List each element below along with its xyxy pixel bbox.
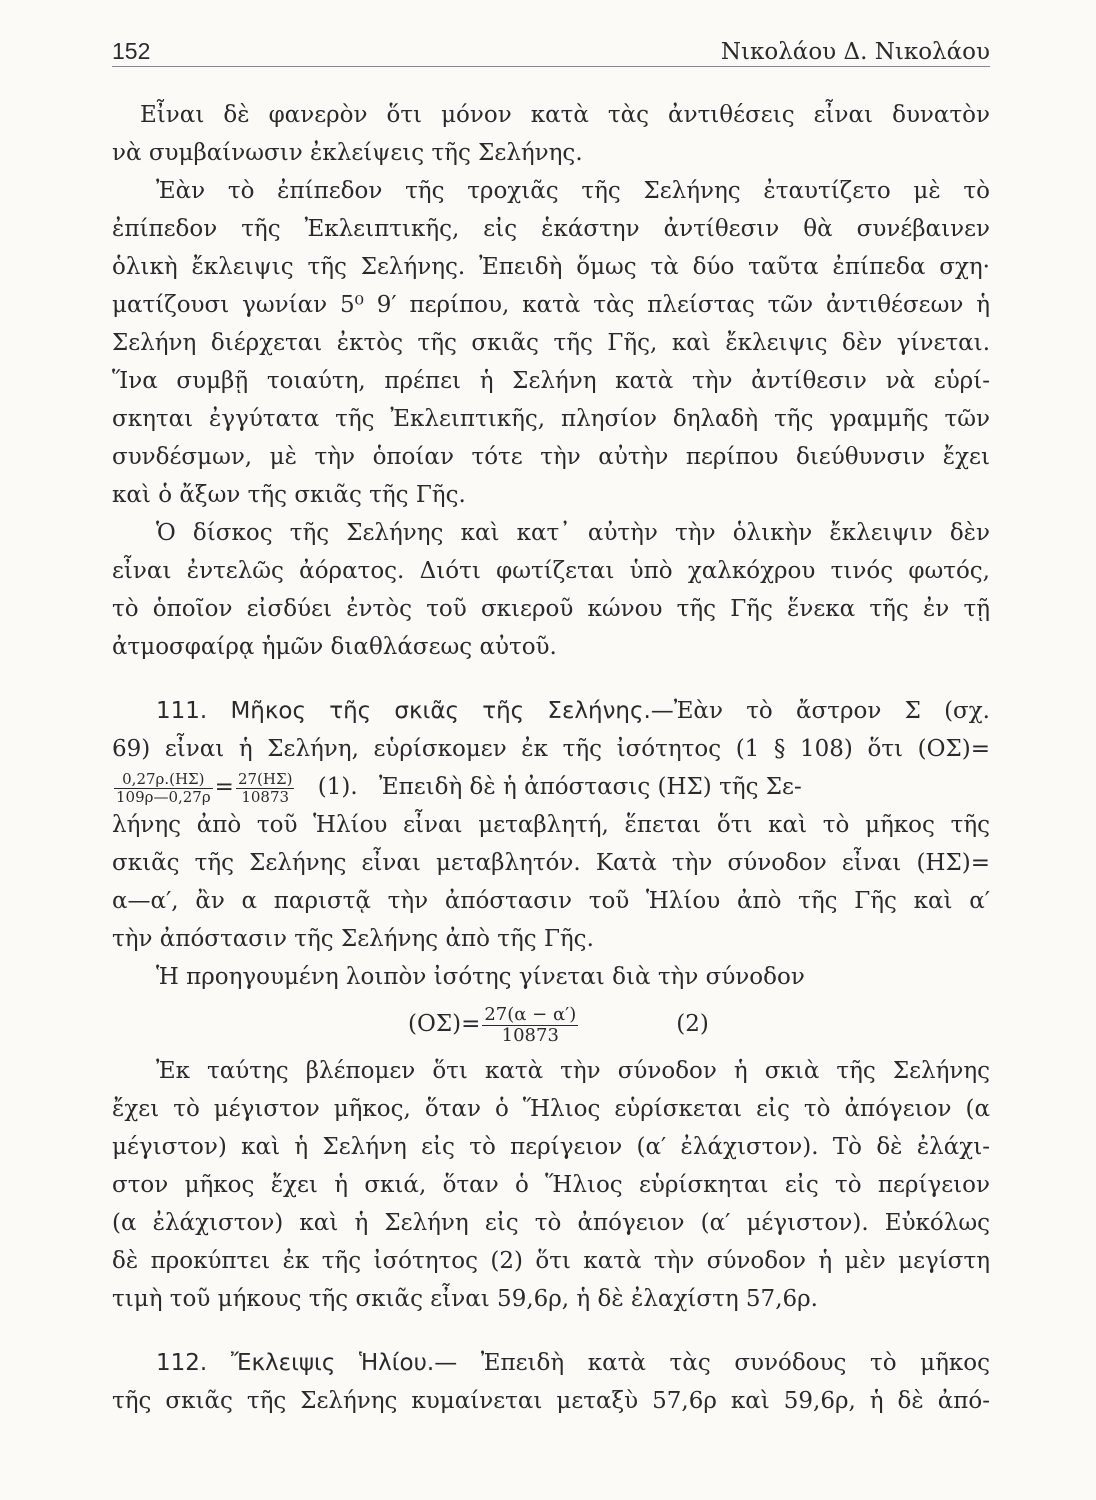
equation-2-lhs: (ΟΣ)= bbox=[408, 1011, 481, 1037]
fraction-1-denominator: 109ρ—0,27ρ bbox=[116, 787, 211, 806]
text-line: Ἐκ ταύτης βλέπομεν ὅτι κατὰ τὴν σύνοδον ἡ σκιὰ τῆς Σελήνης bbox=[156, 1058, 990, 1084]
text-line: Ἡ προηγουμένη λοιπὸν ἰσότης γίνεται διὰ τὴν σύνοδον bbox=[156, 964, 805, 990]
text-line: ἀτμοσφαίρᾳ ἡμῶν διαθλάσεως αὐτοῦ. bbox=[112, 634, 557, 660]
page-header bbox=[112, 36, 990, 67]
fraction-2-numerator: 27(ΗΣ) bbox=[237, 769, 293, 788]
text-line: Ἐὰν τὸ ἐπίπεδον τῆς τροχιᾶς τῆς Σελήνης ἐταυτίζετο μὲ τὸ bbox=[156, 178, 990, 204]
text-line: συνδέσμων, μὲ τὴν ὁποίαν τότε τὴν αὐτὴν περίπου διεύθυνσιν ἔχει bbox=[112, 444, 990, 470]
text-line: εἶναι ἐντελῶς ἀόρατος. Διότι φωτίζεται ὑπὸ χαλκόχρου τινός φωτός, bbox=[112, 558, 990, 584]
fraction-2 bbox=[236, 771, 294, 806]
text-line: νὰ συμβαίνωσιν ἐκλείψεις τῆς Σελήνης. bbox=[112, 140, 583, 166]
text-fragment: Ἐπειδὴ δὲ ἡ ἀπόστασις (ΗΣ) τῆς Σε- bbox=[378, 774, 802, 800]
text-line: τῆς σκιᾶς τῆς Σελήνης κυμαίνεται μεταξὺ 57,6ρ καὶ 59,6ρ, ἡ δὲ ἀπό- bbox=[112, 1388, 990, 1414]
text-line: Εἶναι δὲ φανερὸν ὅτι μόνον κατὰ τὰς ἀντιθέσεις εἶναι δυνατὸν bbox=[140, 102, 990, 128]
text-line: λήνης ἀπὸ τοῦ Ἡλίου εἶναι μεταβλητή, ἕπεται ὅτι καὶ τὸ μῆκος τῆς bbox=[112, 812, 990, 838]
running-title: Νικολάου Δ. Νικολάου bbox=[720, 39, 990, 65]
text-line: Σελήνη διέρχεται ἐκτὸς τῆς σκιᾶς τῆς Γῆς, καὶ ἔκλειψις δὲν γίνεται. bbox=[112, 330, 990, 356]
text-line: δὲ προκύπτει ἐκ τῆς ἰσότητος (2) ὅτι κατὰ τὴν σύνοδον ἡ μὲν μεγίστη bbox=[112, 1248, 990, 1274]
text-fragment: Ἐπειδὴ κατὰ τὰς συνόδους τὸ μῆκος bbox=[480, 1350, 990, 1376]
text-line: σκηται ἐγγύτατα τῆς Ἐκλειπτικῆς, πλησίον δηλαδὴ τῆς γραμμῆς τῶν bbox=[112, 406, 990, 432]
text-line: μέγιστον) καὶ ἡ Σελήνη εἰς τὸ περίγειον (α′ ἐλάχιστον). Τὸ δὲ ἐλάχι- bbox=[112, 1134, 990, 1160]
text-line: στον μῆκος ἔχει ἡ σκιά, ὅταν ὁ Ἥλιος εὑρίσκηται εἰς τὸ περίγειον bbox=[112, 1172, 990, 1198]
text-line: τὴν ἀπόστασιν τῆς Σελήνης ἀπὸ τῆς Γῆς. bbox=[112, 926, 594, 952]
page-number: 152 bbox=[112, 38, 151, 64]
text-line: α—α′, ἂν α παριστᾷ τὴν ἀπόστασιν τοῦ Ἡλίου ἀπὸ τῆς Γῆς καὶ α′ bbox=[112, 888, 990, 914]
formula-1-line bbox=[112, 768, 990, 806]
equation-2-fraction bbox=[482, 1005, 578, 1046]
text-line: τιμὴ τοῦ μήκους τῆς σκιᾶς εἶναι 59,6ρ, ἡ δὲ ἐλαχίστη 57,6ρ. bbox=[112, 1286, 818, 1312]
fraction-2-denominator: 10873 bbox=[241, 787, 290, 806]
text-fragment: Ἐὰν τὸ ἄστρον Σ (σχ. bbox=[673, 698, 990, 724]
equation-2-numerator: 27(α − α′) bbox=[484, 1003, 577, 1025]
equation-2-denominator: 10873 bbox=[501, 1024, 559, 1046]
section-gap bbox=[112, 666, 990, 692]
text-line: σκιᾶς τῆς Σελήνης εἶναι μεταβλητόν. Κατὰ τὴν σύνοδον εἶναι (ΗΣ)= bbox=[112, 850, 990, 876]
section-112-heading: 112. Ἔκλειψις Ἡλίου.— bbox=[156, 1350, 458, 1376]
equation-number-2: (2) bbox=[676, 1011, 709, 1037]
text-line: τὸ ὁποῖον εἰσδύει ἐντὸς τοῦ σκιεροῦ κώνου τῆς Γῆς ἕνεκα τῆς ἐν τῇ bbox=[112, 596, 990, 622]
text-line: ἔχει τὸ μέγιστον μῆκος, ὅταν ὁ Ἥλιος εὑρίσκεται εἰς τὸ ἀπόγειον (α bbox=[112, 1096, 990, 1122]
body-text bbox=[112, 96, 990, 1420]
text-line: Ἵνα συμβῇ τοιαύτη, πρέπει ἡ Σελήνη κατὰ τὴν ἀντίθεσιν νὰ εὑρί- bbox=[112, 368, 990, 394]
fraction-1 bbox=[114, 771, 213, 806]
equation-number-1: (1). bbox=[317, 774, 358, 800]
section-111-first-line bbox=[112, 692, 990, 730]
text-line: ὁλικὴ ἔκλειψις τῆς Σελήνης. Ἐπειδὴ ὅμως τὰ δύο ταῦτα ἐπίπεδα σχη· bbox=[112, 254, 990, 280]
text-line: καὶ ὁ ἄξων τῆς σκιᾶς τῆς Γῆς. bbox=[112, 482, 466, 508]
text-line: ματίζουσι γωνίαν 5⁰ 9′ περίπου, κατὰ τὰς πλείστας τῶν ἀντιθέσεων ἡ bbox=[112, 292, 990, 318]
text-line: 69) εἶναι ἡ Σελήνη, εὑρίσκομεν ἐκ τῆς ἰσότητος (1 § 108) ὅτι (ΟΣ)= bbox=[112, 736, 990, 762]
equation-2 bbox=[112, 996, 990, 1052]
section-111-heading: 111. Μῆκος τῆς σκιᾶς τῆς Σελήνης.— bbox=[156, 698, 674, 724]
text-line: (α ἐλάχιστον) καὶ ἡ Σελήνη εἰς τὸ ἀπόγειον (α′ μέγιστον). Εὐκόλως bbox=[112, 1210, 990, 1236]
section-112-first-line bbox=[112, 1344, 990, 1382]
header-rule bbox=[112, 66, 990, 67]
equals-sign: = bbox=[214, 774, 234, 800]
fraction-1-numerator: 0,27ρ.(ΗΣ) bbox=[114, 771, 213, 789]
text-line: ἐπίπεδον τῆς Ἐκλειπτικῆς, εἰς ἑκάστην ἀντίθεσιν θὰ συνέβαινεν bbox=[112, 216, 990, 242]
text-line: Ὁ δίσκος τῆς Σελήνης καὶ κατ᾿ αὐτὴν τὴν ὁλικὴν ἔκλειψιν δὲν bbox=[156, 520, 990, 546]
section-gap bbox=[112, 1318, 990, 1344]
